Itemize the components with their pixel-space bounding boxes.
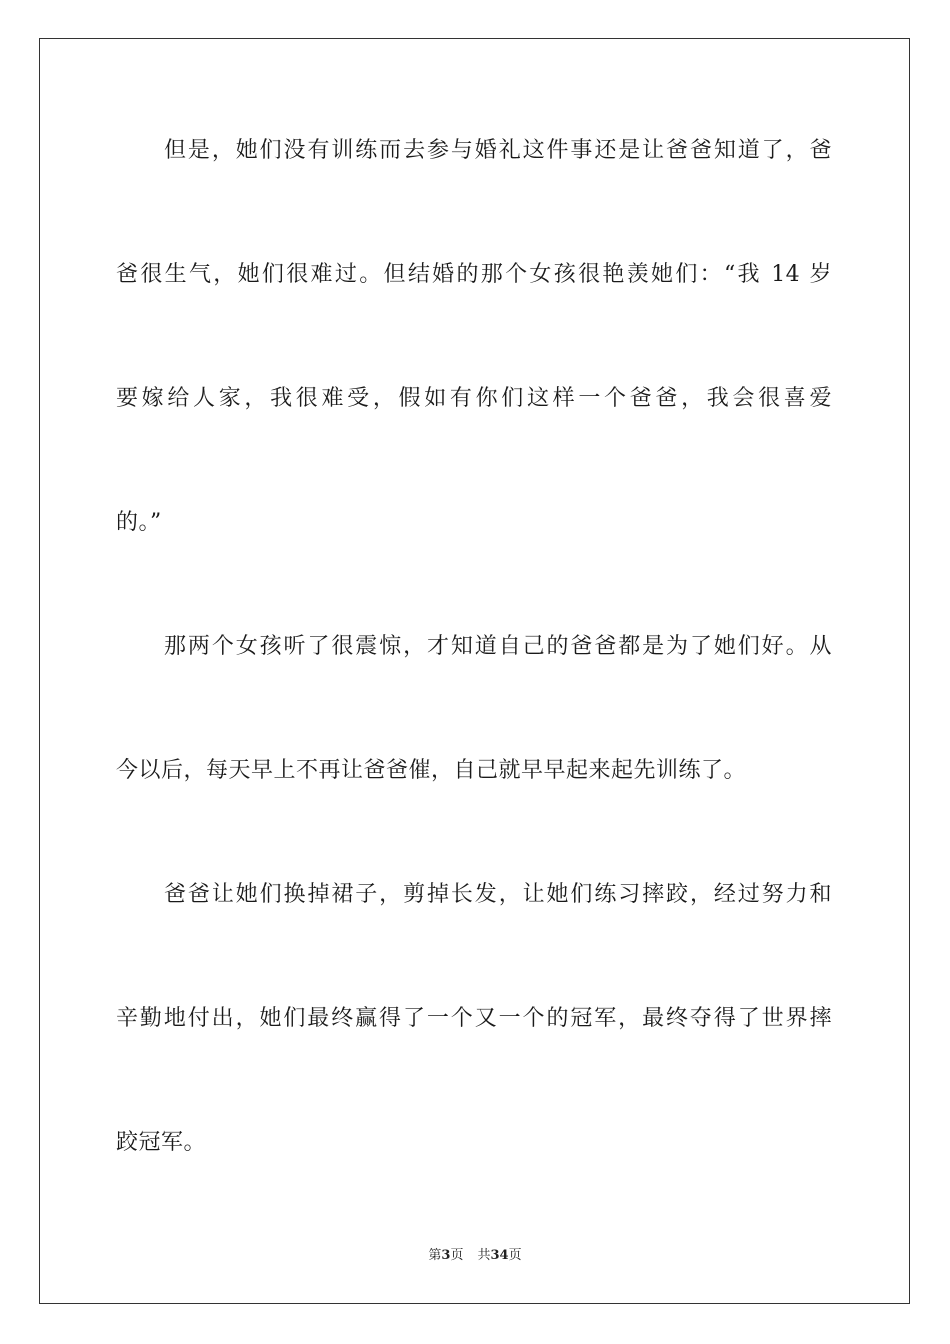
paragraph-1-line-1: 但是，她们没有训练而去参与婚礼这件事还是让爸爸知道了，爸 <box>164 138 832 163</box>
paragraph-1-line-2: 爸很生气，她们很难过。但结婚的那个女孩很艳羡她们：“我 14 岁 <box>116 262 832 287</box>
paragraph-2-line-2: 今以后，每天早上不再让爸爸催，自己就早早起来起先训练了。 <box>116 758 747 783</box>
page-border <box>39 38 910 1304</box>
paragraph-2-line-1: 那两个女孩听了很震惊，才知道自己的爸爸都是为了她们好。从 <box>164 634 832 659</box>
total-suffix: 页 <box>508 1248 522 1263</box>
page-prefix: 第 <box>428 1248 442 1263</box>
page-footer <box>0 1247 950 1265</box>
paragraph-1-line-4: 的。” <box>116 510 162 535</box>
paragraph-1-line-3: 要嫁给人家，我很难受，假如有你们这样一个爸爸，我会很喜爱 <box>116 386 832 411</box>
page-suffix: 页 <box>450 1248 464 1263</box>
page-number: 3 <box>441 1248 451 1263</box>
total-prefix: 共 <box>477 1248 491 1263</box>
paragraph-3-line-1: 爸爸让她们换掉裙子，剪掉长发，让她们练习摔跤，经过努力和 <box>164 882 832 907</box>
paragraph-3-line-3: 跤冠军。 <box>116 1130 207 1155</box>
total-pages: 34 <box>490 1248 509 1263</box>
paragraph-3-line-2: 辛勤地付出，她们最终赢得了一个又一个的冠军，最终夺得了世界摔 <box>116 1006 832 1031</box>
